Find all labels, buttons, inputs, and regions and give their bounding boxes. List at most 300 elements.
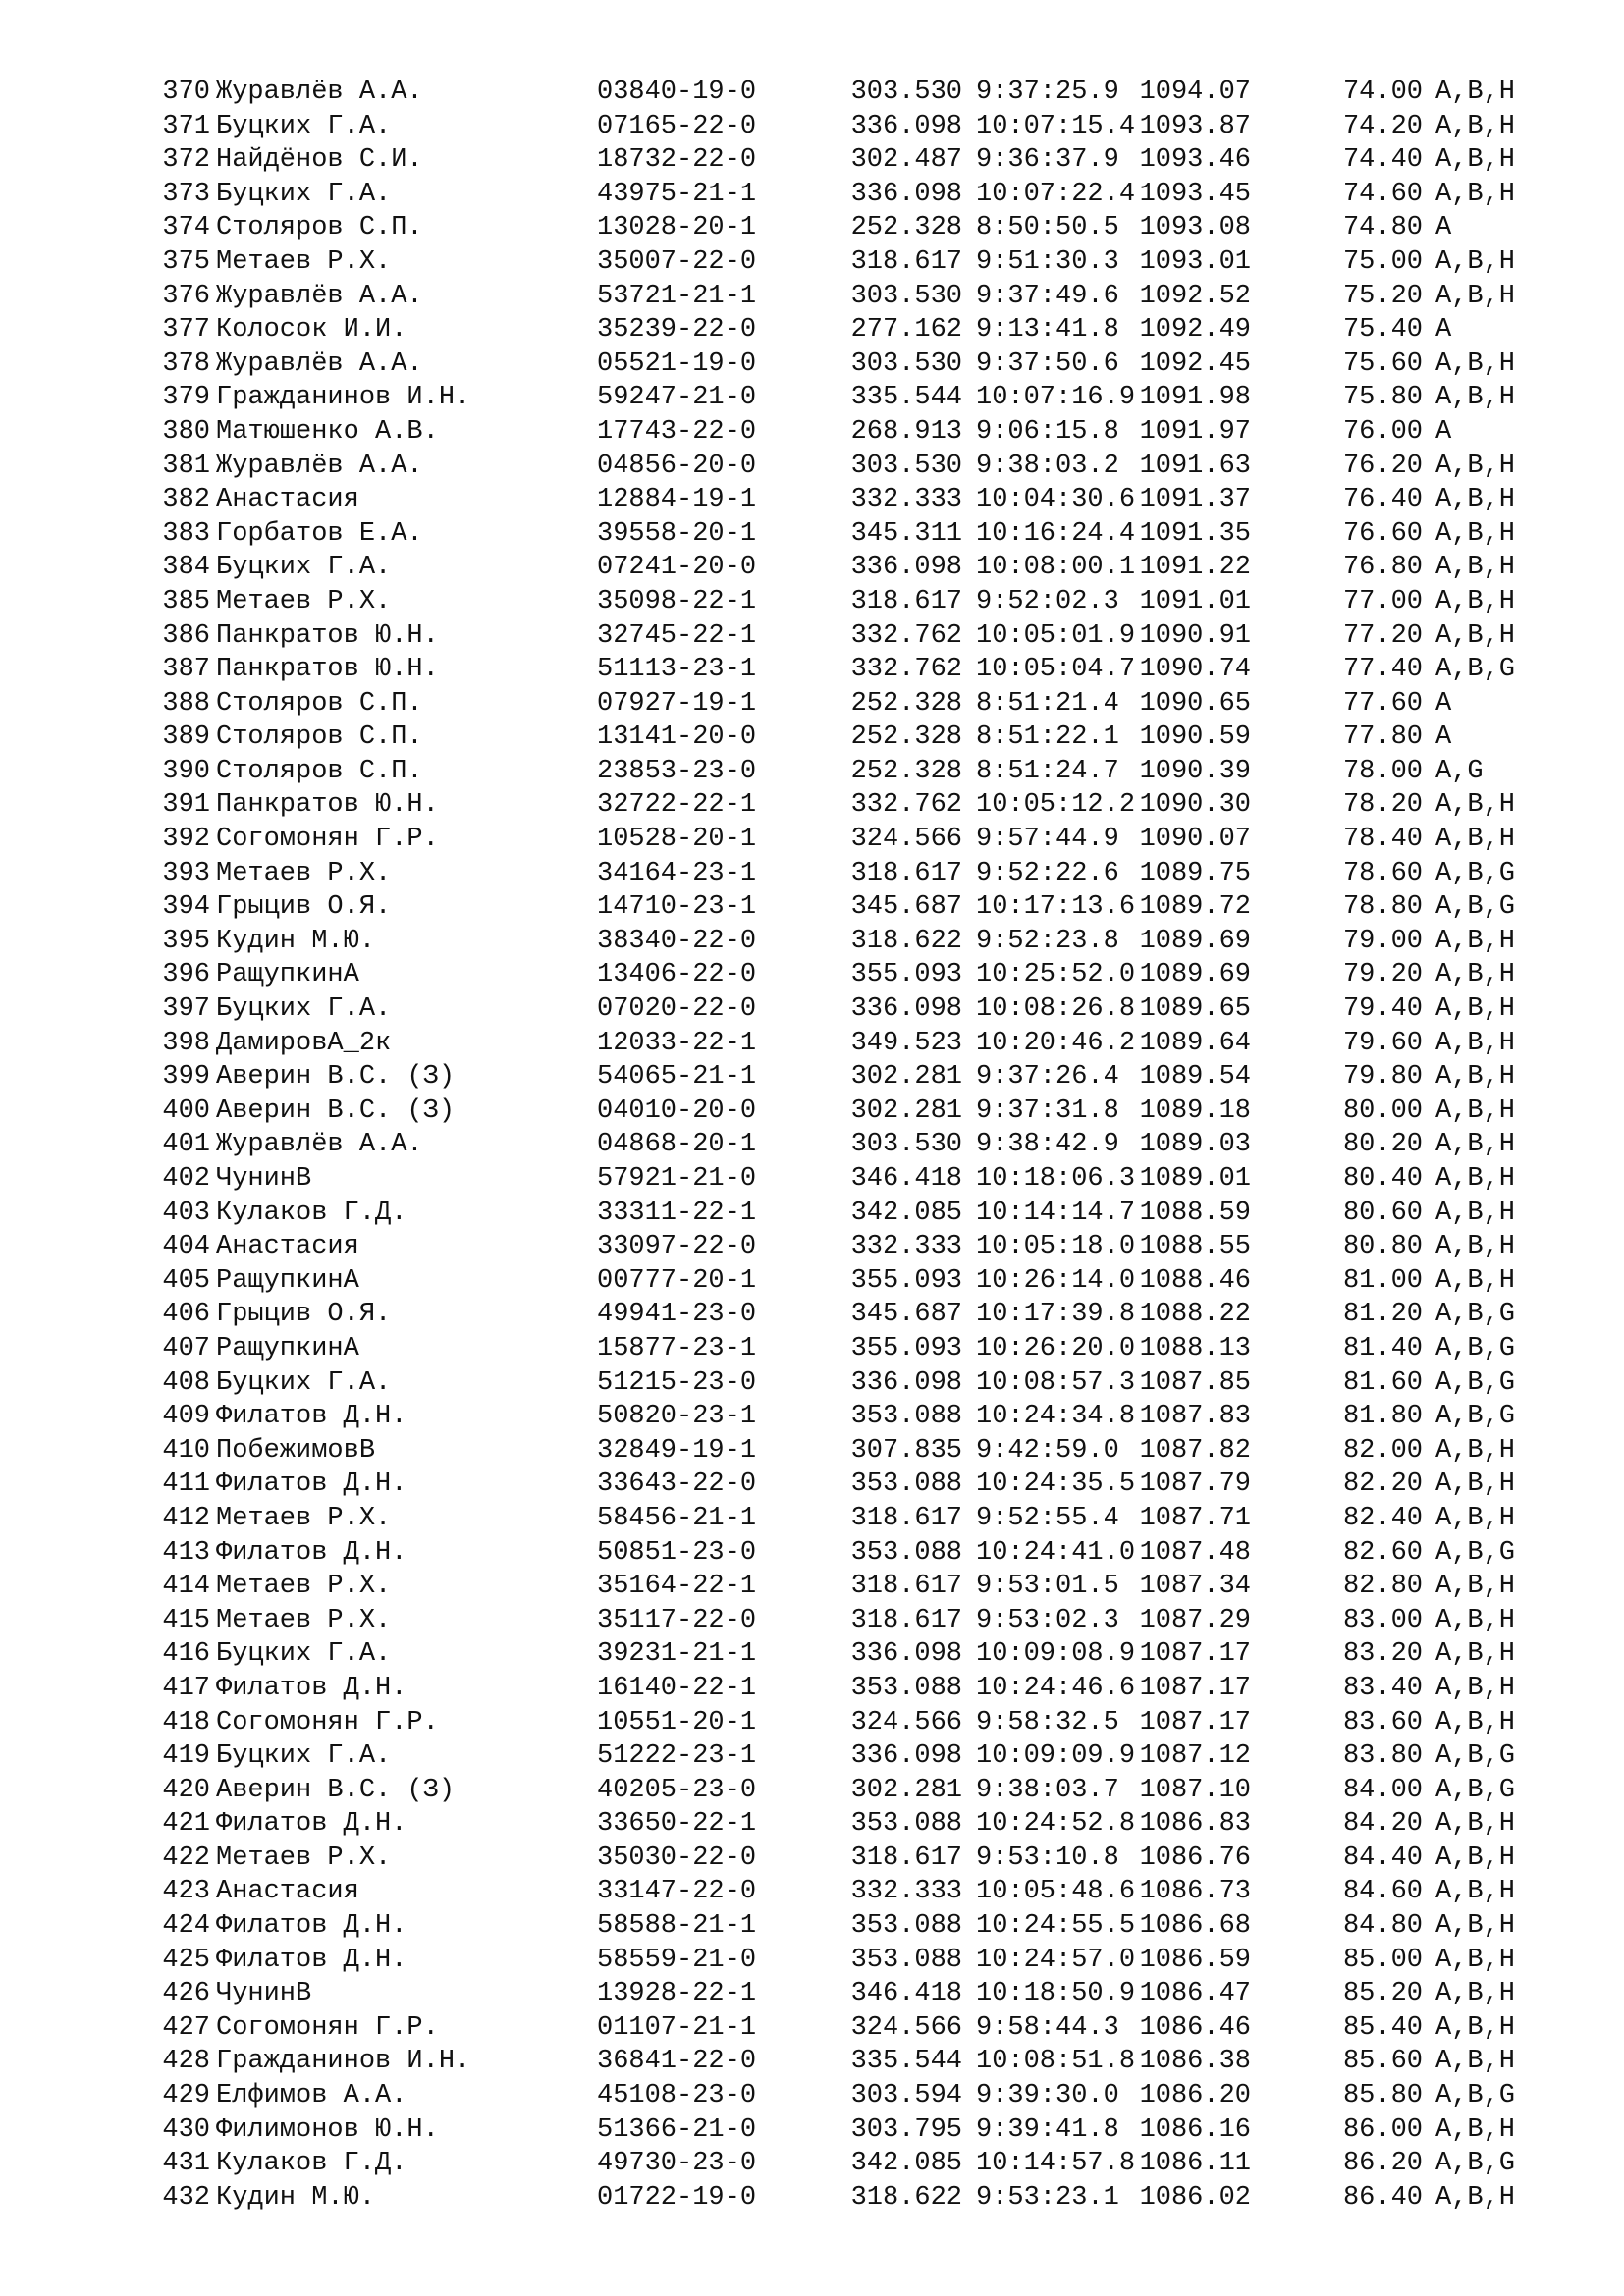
distance-value: 336.098 [850,1741,962,1772]
arrival-time: 10:08:57.3 [976,1367,1136,1398]
coefficient-value: 81.00 [1342,1265,1423,1296]
place-number: 382 [162,485,210,515]
place-number: 423 [162,1877,210,1907]
coefficient-value: 77.80 [1342,722,1423,753]
place-number: 412 [162,1503,210,1533]
speed-value: 1087.34 [1139,1572,1251,1602]
fancier-name: Буцких Г.А. [216,994,392,1025]
speed-value: 1086.02 [1139,2182,1251,2213]
distance-value: 252.328 [850,756,962,786]
distance-value: 252.328 [850,722,962,753]
ring-number: 00777-20-1 [597,1265,757,1296]
categories-value: A,B,H [1435,1911,1516,1942]
coefficient-value: 76.20 [1342,451,1423,481]
coefficient-value: 80.80 [1342,1232,1423,1262]
distance-value: 277.162 [850,315,962,346]
distance-value: 318.617 [850,858,962,888]
categories-value: A,B,H [1435,926,1516,956]
ring-number: 01107-21-1 [597,2012,757,2043]
place-number: 411 [162,1469,210,1500]
place-number: 375 [162,246,210,277]
speed-value: 1090.07 [1139,825,1251,855]
categories-value: A,B,H [1435,825,1516,855]
coefficient-value: 83.80 [1342,1741,1423,1772]
speed-value: 1092.49 [1139,315,1251,346]
distance-value: 302.281 [850,1062,962,1093]
fancier-name: Журавлёв А.А. [216,281,423,311]
categories-value: A,B,H [1435,246,1516,277]
coefficient-value: 81.20 [1342,1300,1423,1330]
fancier-name: Буцких Г.А. [216,1639,392,1670]
categories-value: A,B,H [1435,1164,1516,1194]
fancier-name: Филатов Д.Н. [216,1945,407,1975]
speed-value: 1088.59 [1139,1198,1251,1228]
coefficient-value: 83.60 [1342,1707,1423,1737]
fancier-name: Кудин М.Ю. [216,2182,376,2213]
categories-value: A,B,H [1435,1673,1516,1703]
ring-number: 40205-23-0 [597,1775,757,1805]
speed-value: 1089.54 [1139,1062,1251,1093]
ring-number: 35164-22-1 [597,1572,757,1602]
fancier-name: ПобежимовВ [216,1435,376,1466]
distance-value: 345.687 [850,892,962,923]
arrival-time: 10:05:18.0 [976,1232,1136,1262]
coefficient-value: 77.40 [1342,655,1423,685]
fancier-name: Матюшенко А.В. [216,416,439,447]
categories-value: A,B,H [1435,586,1516,616]
arrival-time: 10:07:22.4 [976,179,1136,209]
fancier-name: Колосок И.И. [216,315,407,346]
arrival-time: 10:17:13.6 [976,892,1136,923]
ring-number: 51222-23-1 [597,1741,757,1772]
categories-value: A,B,G [1435,1367,1516,1398]
fancier-name: Аверин В.С. (З) [216,1775,456,1805]
speed-value: 1091.98 [1139,383,1251,413]
coefficient-value: 86.40 [1342,2182,1423,2213]
coefficient-value: 78.80 [1342,892,1423,923]
categories-value: A,B,H [1435,1707,1516,1737]
ring-number: 51113-23-1 [597,655,757,685]
coefficient-value: 79.00 [1342,926,1423,956]
categories-value: A,B,G [1435,655,1516,685]
place-number: 376 [162,281,210,311]
distance-value: 324.566 [850,2012,962,2043]
arrival-time: 10:08:51.8 [976,2047,1136,2077]
coefficient-value: 77.20 [1342,620,1423,651]
fancier-name: Буцких Г.А. [216,1367,392,1398]
speed-value: 1087.79 [1139,1469,1251,1500]
speed-value: 1089.69 [1139,960,1251,990]
fancier-name: Филатов Д.Н. [216,1537,407,1568]
fancier-name: Елфимов А.А. [216,2081,407,2111]
speed-value: 1090.39 [1139,756,1251,786]
distance-value: 336.098 [850,111,962,141]
place-number: 388 [162,688,210,719]
place-number: 402 [162,1164,210,1194]
speed-value: 1086.76 [1139,1842,1251,1873]
speed-value: 1087.10 [1139,1775,1251,1805]
categories-value: A,B,G [1435,1300,1516,1330]
arrival-time: 10:05:04.7 [976,655,1136,685]
fancier-name: Согомонян Г.Р. [216,2012,439,2043]
fancier-name: Согомонян Г.Р. [216,825,439,855]
coefficient-value: 75.80 [1342,383,1423,413]
categories-value: A,B,H [1435,145,1516,176]
categories-value: A,B,G [1435,2149,1516,2179]
place-number: 403 [162,1198,210,1228]
arrival-time: 9:53:10.8 [976,1842,1119,1873]
arrival-time: 8:51:21.4 [976,688,1119,719]
arrival-time: 10:24:55.5 [976,1911,1136,1942]
arrival-time: 9:58:32.5 [976,1707,1119,1737]
categories-value: A [1435,416,1452,447]
coefficient-value: 80.20 [1342,1130,1423,1160]
distance-value: 252.328 [850,213,962,243]
arrival-time: 10:26:20.0 [976,1333,1136,1363]
ring-number: 59247-21-0 [597,383,757,413]
place-number: 427 [162,2012,210,2043]
speed-value: 1090.65 [1139,688,1251,719]
ring-number: 33650-22-1 [597,1809,757,1840]
coefficient-value: 77.60 [1342,688,1423,719]
distance-value: 353.088 [850,1945,962,1975]
categories-value: A,B,H [1435,1945,1516,1975]
place-number: 404 [162,1232,210,1262]
fancier-name: Журавлёв А.А. [216,78,423,107]
place-number: 393 [162,858,210,888]
categories-value: A,B,H [1435,2182,1516,2213]
categories-value: A [1435,213,1452,243]
distance-value: 336.098 [850,179,962,209]
ring-number: 39558-20-1 [597,518,757,549]
place-number: 371 [162,111,210,141]
arrival-time: 9:36:37.9 [976,145,1119,176]
distance-value: 303.530 [850,1130,962,1160]
categories-value: A,B,H [1435,1842,1516,1873]
fancier-name: ДамировА_2к [216,1028,392,1058]
categories-value: A,B,H [1435,78,1516,107]
arrival-time: 10:24:34.8 [976,1402,1136,1432]
distance-value: 353.088 [850,1402,962,1432]
fancier-name: РащупкинА [216,960,359,990]
categories-value: A,B,H [1435,620,1516,651]
ring-number: 33147-22-0 [597,1877,757,1907]
coefficient-value: 79.60 [1342,1028,1423,1058]
fancier-name: Панкратов Ю.Н. [216,655,439,685]
arrival-time: 9:37:25.9 [976,78,1119,107]
fancier-name: Аверин В.С. (З) [216,1095,456,1126]
coefficient-value: 83.00 [1342,1605,1423,1635]
categories-value: A,B,H [1435,1877,1516,1907]
arrival-time: 9:52:23.8 [976,926,1119,956]
fancier-name: Грыцив О.Я. [216,1300,392,1330]
categories-value: A,B,H [1435,1265,1516,1296]
speed-value: 1087.29 [1139,1605,1251,1635]
ring-number: 10528-20-1 [597,825,757,855]
place-number: 429 [162,2081,210,2111]
coefficient-value: 74.40 [1342,145,1423,176]
fancier-name: Метаев Р.Х. [216,1605,392,1635]
distance-value: 332.333 [850,485,962,515]
categories-value: A,B,H [1435,1503,1516,1533]
distance-value: 349.523 [850,1028,962,1058]
ring-number: 39231-21-1 [597,1639,757,1670]
coefficient-value: 85.20 [1342,1979,1423,2009]
coefficient-value: 85.80 [1342,2081,1423,2111]
speed-value: 1090.91 [1139,620,1251,651]
coefficient-value: 81.60 [1342,1367,1423,1398]
arrival-time: 9:42:59.0 [976,1435,1119,1466]
distance-value: 335.544 [850,2047,962,2077]
place-number: 386 [162,620,210,651]
categories-value: A,B,H [1435,1232,1516,1262]
speed-value: 1087.12 [1139,1741,1251,1772]
arrival-time: 10:14:57.8 [976,2149,1136,2179]
speed-value: 1090.74 [1139,655,1251,685]
distance-value: 335.544 [850,383,962,413]
ring-number: 50820-23-1 [597,1402,757,1432]
fancier-name: Найдёнов С.И. [216,145,423,176]
distance-value: 268.913 [850,416,962,447]
fancier-name: Анастасия [216,485,359,515]
place-number: 424 [162,1911,210,1942]
speed-value: 1087.17 [1139,1707,1251,1737]
place-number: 385 [162,586,210,616]
ring-number: 49941-23-0 [597,1300,757,1330]
place-number: 413 [162,1537,210,1568]
ring-number: 07020-22-0 [597,994,757,1025]
categories-value: A,B,H [1435,179,1516,209]
coefficient-value: 74.20 [1342,111,1423,141]
place-number: 389 [162,722,210,753]
distance-value: 302.281 [850,1095,962,1126]
place-number: 407 [162,1333,210,1363]
ring-number: 07927-19-1 [597,688,757,719]
arrival-time: 10:26:14.0 [976,1265,1136,1296]
speed-value: 1087.82 [1139,1435,1251,1466]
place-number: 383 [162,518,210,549]
ring-number: 13141-20-0 [597,722,757,753]
ring-number: 04868-20-1 [597,1130,757,1160]
coefficient-value: 76.40 [1342,485,1423,515]
distance-value: 355.093 [850,1333,962,1363]
categories-value: A,B,G [1435,2081,1516,2111]
arrival-time: 9:53:02.3 [976,1605,1119,1635]
ring-number: 35117-22-0 [597,1605,757,1635]
coefficient-value: 74.00 [1342,78,1423,107]
coefficient-value: 83.40 [1342,1673,1423,1703]
fancier-name: Кудин М.Ю. [216,926,376,956]
arrival-time: 9:38:03.7 [976,1775,1119,1805]
fancier-name: Метаев Р.Х. [216,246,392,277]
fancier-name: Кулаков Г.Д. [216,1198,407,1228]
categories-value: A,B,G [1435,892,1516,923]
categories-value: A,B,H [1435,518,1516,549]
ring-number: 23853-23-0 [597,756,757,786]
arrival-time: 10:07:16.9 [976,383,1136,413]
arrival-time: 10:24:41.0 [976,1537,1136,1568]
speed-value: 1086.20 [1139,2081,1251,2111]
distance-value: 318.617 [850,1503,962,1533]
place-number: 408 [162,1367,210,1398]
fancier-name: Гражданинов И.Н. [216,383,471,413]
speed-value: 1086.11 [1139,2149,1251,2179]
fancier-name: Панкратов Ю.Н. [216,620,439,651]
categories-value: A,B,H [1435,553,1516,583]
arrival-time: 9:52:55.4 [976,1503,1119,1533]
categories-value: A [1435,315,1452,346]
fancier-name: Столяров С.П. [216,756,423,786]
arrival-time: 10:25:52.0 [976,960,1136,990]
place-number: 414 [162,1572,210,1602]
speed-value: 1093.01 [1139,246,1251,277]
coefficient-value: 81.80 [1342,1402,1423,1432]
categories-value: A,B,H [1435,383,1516,413]
place-number: 418 [162,1707,210,1737]
place-number: 391 [162,790,210,821]
speed-value: 1091.37 [1139,485,1251,515]
speed-value: 1086.47 [1139,1979,1251,2009]
fancier-name: Филатов Д.Н. [216,1402,407,1432]
ring-number: 38340-22-0 [597,926,757,956]
arrival-time: 10:24:46.6 [976,1673,1136,1703]
distance-value: 332.333 [850,1877,962,1907]
coefficient-value: 82.20 [1342,1469,1423,1500]
arrival-time: 8:51:22.1 [976,722,1119,753]
categories-value: A,B,H [1435,1605,1516,1635]
coefficient-value: 79.20 [1342,960,1423,990]
coefficient-value: 81.40 [1342,1333,1423,1363]
ring-number: 35098-22-1 [597,586,757,616]
fancier-name: ЧунинВ [216,1979,312,2009]
distance-value: 336.098 [850,1367,962,1398]
arrival-time: 8:51:24.7 [976,756,1119,786]
place-number: 399 [162,1062,210,1093]
distance-value: 303.795 [850,2114,962,2145]
categories-value: A,B,H [1435,348,1516,379]
ring-number: 49730-23-0 [597,2149,757,2179]
place-number: 432 [162,2182,210,2213]
ring-number: 14710-23-1 [597,892,757,923]
distance-value: 303.594 [850,2081,962,2111]
categories-value: A,B,H [1435,1639,1516,1670]
distance-value: 342.085 [850,1198,962,1228]
speed-value: 1092.52 [1139,281,1251,311]
fancier-name: Журавлёв А.А. [216,451,423,481]
ring-number: 50851-23-0 [597,1537,757,1568]
arrival-time: 10:16:24.4 [976,518,1136,549]
distance-value: 353.088 [850,1911,962,1942]
ring-number: 32722-22-1 [597,790,757,821]
fancier-name: Анастасия [216,1877,359,1907]
distance-value: 345.311 [850,518,962,549]
fancier-name: Буцких Г.А. [216,111,392,141]
place-number: 379 [162,383,210,413]
fancier-name: Филатов Д.Н. [216,1469,407,1500]
ring-number: 07241-20-0 [597,553,757,583]
speed-value: 1093.08 [1139,213,1251,243]
coefficient-value: 86.00 [1342,2114,1423,2145]
arrival-time: 10:08:26.8 [976,994,1136,1025]
distance-value: 346.418 [850,1164,962,1194]
arrival-time: 9:06:15.8 [976,416,1119,447]
arrival-time: 10:18:50.9 [976,1979,1136,2009]
coefficient-value: 75.40 [1342,315,1423,346]
place-number: 373 [162,179,210,209]
place-number: 428 [162,2047,210,2077]
coefficient-value: 78.40 [1342,825,1423,855]
fancier-name: Метаев Р.Х. [216,1503,392,1533]
fancier-name: РащупкинА [216,1265,359,1296]
place-number: 378 [162,348,210,379]
arrival-time: 9:58:44.3 [976,2012,1119,2043]
coefficient-value: 75.60 [1342,348,1423,379]
speed-value: 1090.30 [1139,790,1251,821]
distance-value: 318.617 [850,246,962,277]
speed-value: 1089.72 [1139,892,1251,923]
fancier-name: Филатов Д.Н. [216,1911,407,1942]
fancier-name: Столяров С.П. [216,213,423,243]
ring-number: 13406-22-0 [597,960,757,990]
distance-value: 353.088 [850,1469,962,1500]
categories-value: A,B,G [1435,1333,1516,1363]
categories-value: A,B,H [1435,485,1516,515]
ring-number: 04856-20-0 [597,451,757,481]
arrival-time: 10:17:39.8 [976,1300,1136,1330]
speed-value: 1087.71 [1139,1503,1251,1533]
arrival-time: 9:53:23.1 [976,2182,1119,2213]
coefficient-value: 80.40 [1342,1164,1423,1194]
ring-number: 53721-21-1 [597,281,757,311]
speed-value: 1088.13 [1139,1333,1251,1363]
ring-number: 13028-20-1 [597,213,757,243]
speed-value: 1087.85 [1139,1367,1251,1398]
ring-number: 35239-22-0 [597,315,757,346]
ring-number: 07165-22-0 [597,111,757,141]
speed-value: 1090.59 [1139,722,1251,753]
categories-value: A,B,H [1435,1198,1516,1228]
speed-value: 1091.63 [1139,451,1251,481]
place-number: 398 [162,1028,210,1058]
place-number: 416 [162,1639,210,1670]
categories-value: A,B,H [1435,111,1516,141]
ring-number: 01722-19-0 [597,2182,757,2213]
categories-value: A,B,H [1435,1062,1516,1093]
distance-value: 303.530 [850,348,962,379]
distance-value: 318.622 [850,926,962,956]
fancier-name: Буцких Г.А. [216,1741,392,1772]
place-number: 395 [162,926,210,956]
categories-value: A,B,H [1435,2114,1516,2145]
speed-value: 1086.46 [1139,2012,1251,2043]
fancier-name: Гражданинов И.Н. [216,2047,471,2077]
distance-value: 346.418 [850,1979,962,2009]
speed-value: 1089.75 [1139,858,1251,888]
speed-value: 1092.45 [1139,348,1251,379]
arrival-time: 9:57:44.9 [976,825,1119,855]
coefficient-value: 74.80 [1342,213,1423,243]
distance-value: 324.566 [850,825,962,855]
categories-value: A,B,H [1435,2012,1516,2043]
place-number: 405 [162,1265,210,1296]
place-number: 374 [162,213,210,243]
distance-value: 342.085 [850,2149,962,2179]
arrival-time: 9:37:50.6 [976,348,1119,379]
ring-number: 33097-22-0 [597,1232,757,1262]
arrival-time: 10:05:12.2 [976,790,1136,821]
speed-value: 1088.46 [1139,1265,1251,1296]
categories-value: A,B,H [1435,1469,1516,1500]
